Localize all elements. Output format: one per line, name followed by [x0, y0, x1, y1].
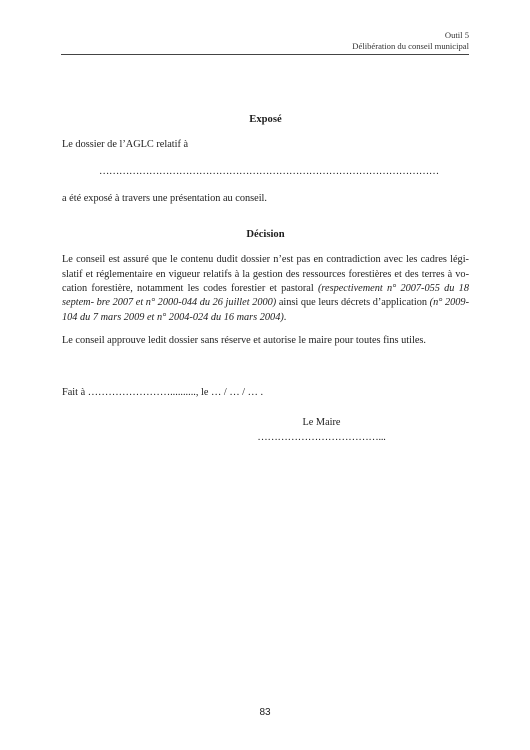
signatory-role: Le Maire — [302, 416, 341, 428]
decision-p1-italic-ref-1: (respectivement n° 2007-055 du 18 septem- bre 2007 et n° 2000-044 du 26 juillet 2000) — [62, 283, 469, 309]
place-date-line: Fait à …………………….........., le … / … / … . — [62, 387, 264, 399]
decision-p1-italic-ref-2: (n° 2009-104 du 7 mars 2009 et n° 2004-024 du 16 mars 2004) — [62, 297, 469, 323]
expose-intro: Le dossier de l’AGLC relatif à — [62, 139, 189, 151]
signature-dotted-line: ………………………………... — [257, 431, 386, 443]
header-rule — [61, 54, 469, 55]
expose-title: Exposé — [249, 114, 282, 125]
decision-p1-mid: ainsi que leurs décrets d’application — [276, 297, 430, 309]
decision-paragraph-2: Le conseil approuve ledit dossier sans réserve et autorise le maire pour toutes fins utiles. — [62, 334, 427, 346]
header-subtitle: Délibération du conseil municipal — [352, 41, 469, 51]
decision-title: Décision — [246, 229, 285, 241]
header-tool-label: Outil 5 — [444, 30, 469, 40]
running-header — [352, 30, 469, 52]
expose-after: a été exposé à travers une présentation au conseil. — [62, 192, 267, 204]
page-number: 83 — [259, 707, 271, 718]
expose-dotted-line: ………………………………………………………………………………………… — [99, 165, 439, 177]
decision-p1-end: . — [283, 311, 287, 323]
decision-p1-start: Le conseil est assuré que le contenu dudit dossier n’est pas en contradiction avec les cadres légi- slatif et réglementaire en vigueur relatifs à la gestion des ressources forestières et des terres à vo- cation forestière, notamment les codes forestier et pastoral — [62, 254, 469, 295]
decision-paragraph-1 — [62, 253, 469, 324]
signature-block — [62, 416, 469, 446]
main-content — [62, 113, 469, 445]
